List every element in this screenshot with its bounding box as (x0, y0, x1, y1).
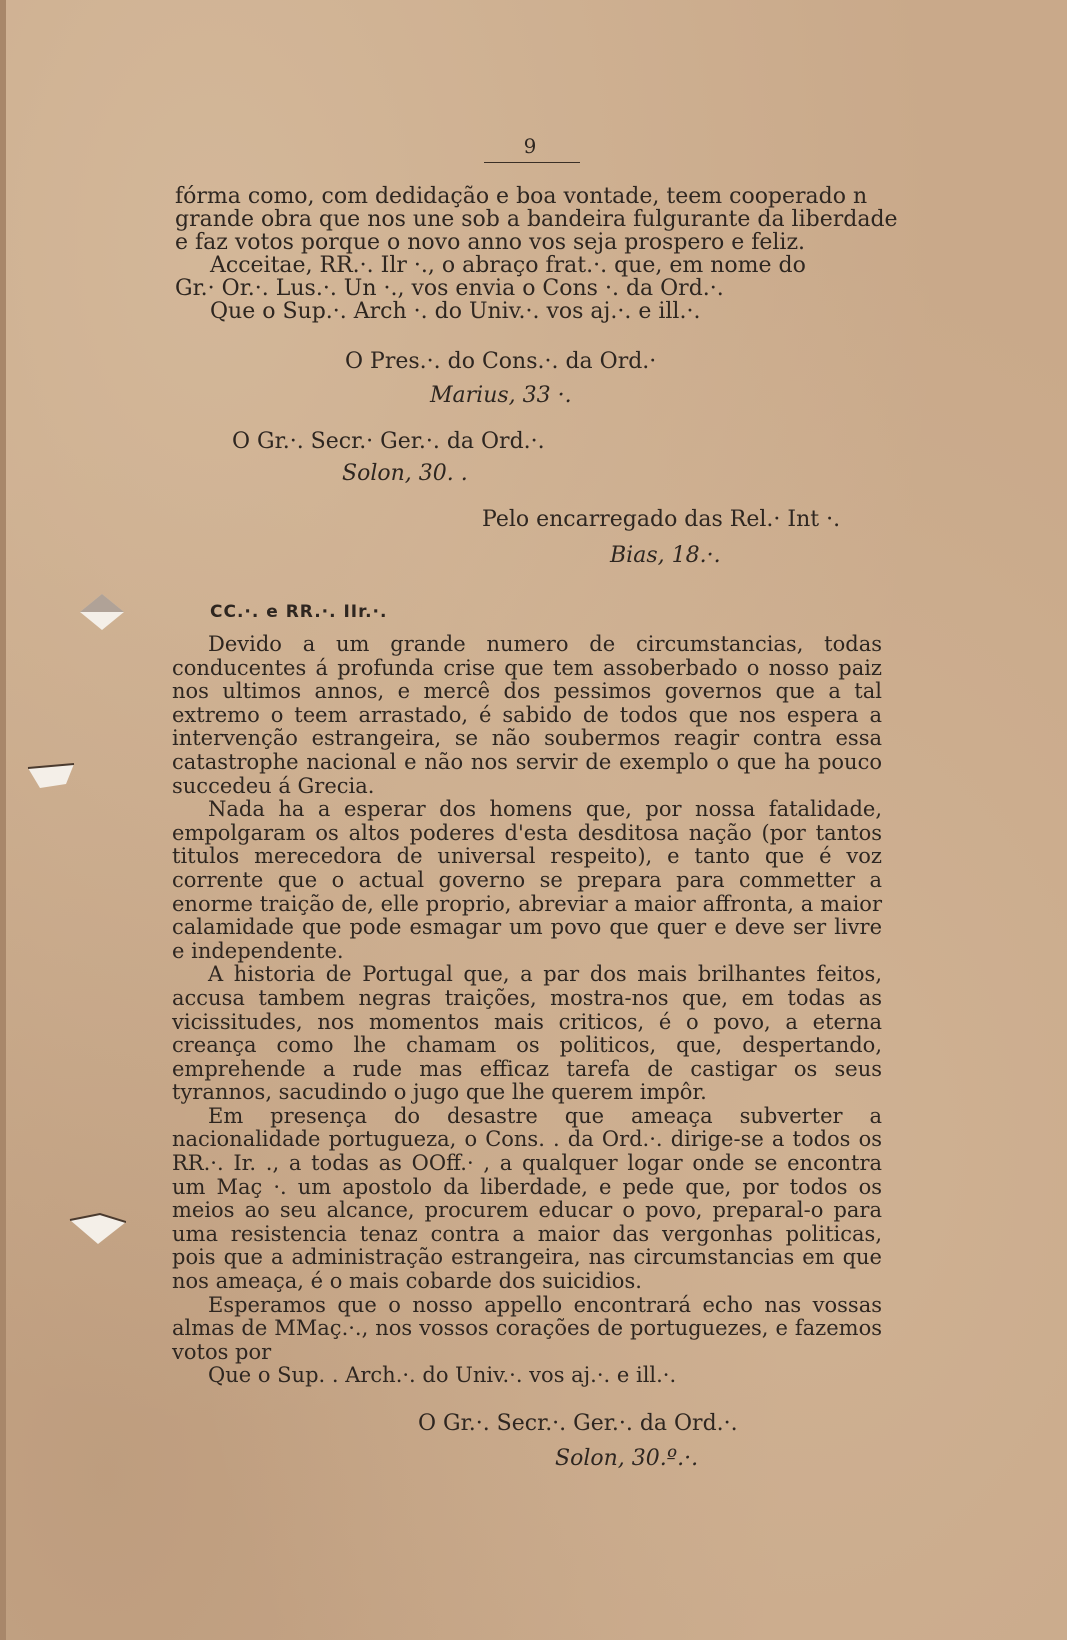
letter1-line: fórma como, com dedidação e boa vontade, teem cooperado n (175, 184, 868, 209)
closing-signature-name: Solon, 30.º.·. (555, 1446, 699, 1471)
closing-signature-title: O Gr.·. Secr.·. Ger.·. da Ord.·. (418, 1411, 738, 1436)
letter1-line: grande obra que nos une sob a bandeira fulgurante da liberdade (175, 207, 898, 232)
letter-two-body (172, 633, 882, 1388)
letter1-line: e faz votos porque o novo anno vos seja prospero e feliz. (175, 230, 806, 255)
signature-title: O Pres.·. do Cons.·. da Ord.· (345, 349, 657, 374)
signature-title: O Gr.·. Secr.· Ger.·. da Ord.·. (232, 429, 545, 454)
body-paragraph: Devido a um grande numero de circumstancias, todas conducentes á profunda crise que tem assoberbado o nosso paiz nos ultimos annos, e mercê dos pessimos governos que a tal extremo o teem arrastado, é sabido de todos que nos espera a intervenção estrangeira, se não soubermos reagir contra essa catastrophe nacional e não nos servir de exemplo o que ha pouco succedeu á Grecia. (172, 632, 882, 798)
page-edge (0, 0, 6, 1640)
signature-title: Pelo encarregado das Rel.· Int ·. (482, 507, 841, 532)
letter1-line: Gr.· Or.·. Lus.·. Un ·., vos envia o Cons ·. da Ord.·. (175, 276, 724, 301)
signature-name: Bias, 18.·. (610, 543, 721, 568)
page-number: 9 (523, 134, 537, 158)
salutation: CC.·. e RR.·. IIr.·. (210, 602, 388, 622)
letter1-line: Acceitae, RR.·. Ilr ·., o abraço frat.·. que, em nome do (210, 253, 806, 278)
letter1-line: Que o Sup.·. Arch ·. do Univ.·. vos aj.·. e ill.·. (210, 299, 701, 324)
body-paragraph: A historia de Portugal que, a par dos mais brilhantes feitos, accusa tambem negras traições, mostra-nos que, em todas as vicissitudes, nos momentos mais criticos, é o povo, a eterna creança como lhe chamam os politicos, que, despertando, emprehende a rude mas efficaz tarefa de castigar os seus tyrannos, sacudindo o jugo que lhe querem impôr. (172, 962, 882, 1105)
punch-hole-icon (72, 590, 132, 634)
body-paragraph: Nada ha a esperar dos homens que, por nossa fatalidade, empolgaram os altos poderes d'esta desditosa nação (por tantos titulos merecedora de universal respeito), e tanto que é voz corrente que o actual governo se prepara para commetter a enorme traição de, elle proprio, abreviar a maior affronta, a maior calamidade que pode esmagar um povo que quer e deve ser livre e independente. (172, 797, 882, 963)
header-rule (484, 162, 580, 163)
body-paragraph: Em presença do desastre que ameaça subverter a nacionalidade portugueza, o Cons. . da Ord.·. dirige-se a todos os RR.·. Ir. ., a todas as OOff.· , a qualquer logar onde se encontra um Maç ·. um apostolo da liberdade, e pede que, por todos os meios ao seu alcance, procurem educar o povo, preparal-o para uma resistencia tenaz contra a maior das vergonhas politicas, pois que a administração estrangeira, nas circumstancias em que nos ameaça, é o mais cobarde dos suicidios. (172, 1103, 882, 1294)
punch-hole-icon (22, 758, 82, 802)
body-paragraph: Que o Sup. . Arch.·. do Univ.·. vos aj.·. e ill.·. (208, 1363, 677, 1388)
signature-name: Solon, 30. . (342, 461, 468, 486)
body-paragraph: Esperamos que o nosso appello encontrará echo nas vossas almas de MMaç.·., nos vossos corações de portuguezes, e fazemos votos por (172, 1292, 882, 1364)
punch-hole-icon (66, 1206, 126, 1250)
signature-name: Marius, 33 ·. (430, 383, 572, 408)
